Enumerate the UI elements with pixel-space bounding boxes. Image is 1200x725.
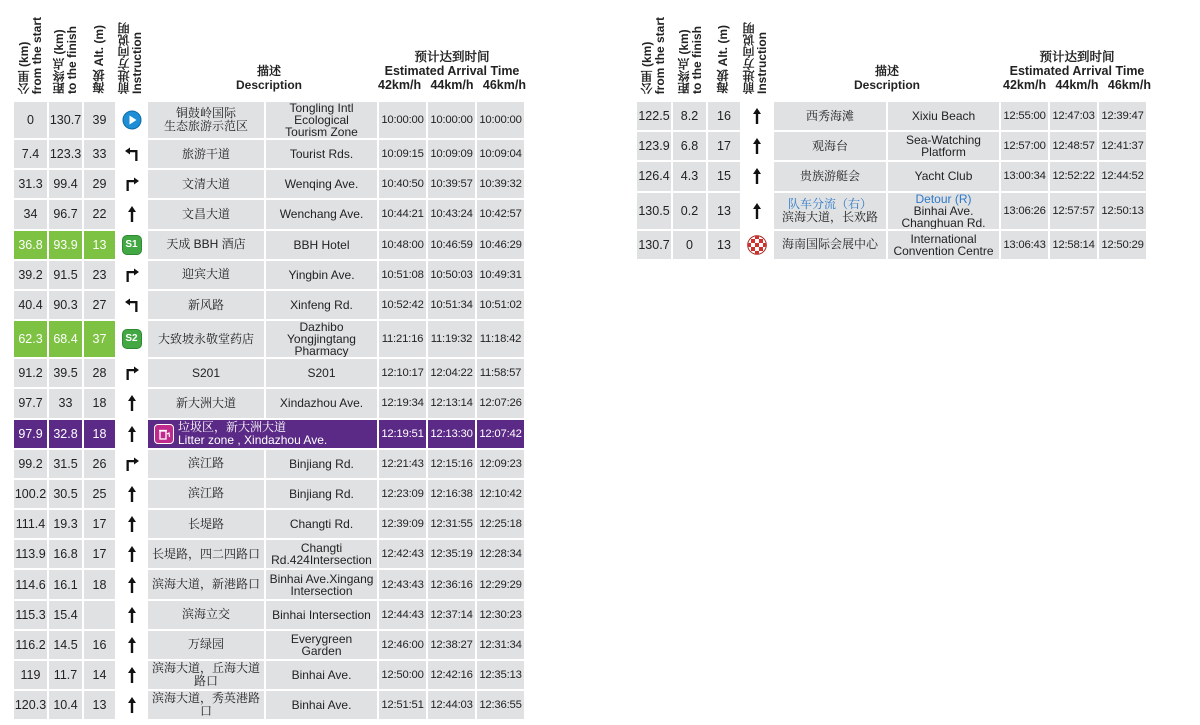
straight-arrow-icon <box>126 516 138 530</box>
eta-44kmh: 12:48:57 <box>1050 132 1097 160</box>
description-en: Binhai Ave. <box>266 691 377 719</box>
start-play-icon <box>122 112 142 126</box>
right-panel <box>637 0 1151 261</box>
eta-42kmh: 12:39:09 <box>379 510 426 538</box>
eta-44kmh: 10:43:24 <box>428 200 475 228</box>
description-zh: 新风路 <box>148 291 264 319</box>
altitude: 14 <box>84 661 115 689</box>
eta-46kmh: 12:07:26 <box>477 389 524 417</box>
km-to-finish: 14.5 <box>49 631 82 659</box>
km-from-start: 111.4 <box>14 510 47 538</box>
straight-arrow-icon <box>126 207 138 221</box>
eta-46kmh: 12:39:47 <box>1099 102 1146 130</box>
eta-46kmh: 12:29:29 <box>477 570 524 598</box>
table-row <box>14 661 524 689</box>
description-en: Binhai Ave.Xingang Intersection <box>266 570 377 598</box>
instruction-cell <box>117 661 146 689</box>
instruction-cell <box>117 601 146 629</box>
straight-arrow-icon <box>126 697 138 711</box>
description-zh: S201 <box>148 359 264 387</box>
table-row <box>637 102 1146 130</box>
km-from-start: 97.9 <box>14 420 47 448</box>
km-to-finish: 30.5 <box>49 480 82 508</box>
altitude: 13 <box>84 231 115 259</box>
km-from-start: 62.3 <box>14 321 47 357</box>
description-zh: 滨海大道，新港路口 <box>148 570 264 598</box>
km-from-start: 91.2 <box>14 359 47 387</box>
table-row <box>14 231 524 259</box>
eta-46kmh: 12:50:13 <box>1099 193 1146 229</box>
km-to-finish: 130.7 <box>49 102 82 138</box>
header-instruction: 前进方向说明 Instruction <box>742 22 769 94</box>
instruction-cell <box>117 200 146 228</box>
table-row <box>14 140 524 168</box>
eta-46kmh: 12:09:23 <box>477 450 524 478</box>
description-en: Dazhibo Yongjingtang Pharmacy <box>266 321 377 357</box>
turn-right-arrow-icon <box>124 267 140 281</box>
turn-right-arrow-icon <box>124 176 140 190</box>
table-row <box>14 170 524 198</box>
description-en: Everygreen Garden <box>266 631 377 659</box>
description-en: Xindazhou Ave. <box>266 389 377 417</box>
description-zh: 长堤路 <box>148 510 264 538</box>
description-zh: 铜鼓岭国际 生态旅游示范区 <box>148 102 264 138</box>
eta-44kmh: 11:19:32 <box>428 321 475 357</box>
straight-arrow-icon <box>126 607 138 621</box>
eta-46kmh: 11:18:42 <box>477 321 524 357</box>
instruction-cell <box>117 261 146 289</box>
km-to-finish: 8.2 <box>673 102 706 130</box>
altitude: 25 <box>84 480 115 508</box>
eta-42kmh: 12:10:17 <box>379 359 426 387</box>
table-row <box>14 359 524 387</box>
instruction-cell <box>742 102 772 130</box>
eta-46kmh: 12:44:52 <box>1099 162 1146 190</box>
km-to-finish: 16.1 <box>49 570 82 598</box>
straight-arrow-icon <box>126 426 138 440</box>
km-to-finish: 4.3 <box>673 162 706 190</box>
description-zh: 天成 BBH 酒店 <box>148 231 264 259</box>
turn-right-arrow-icon <box>124 365 140 379</box>
eta-46kmh: 10:49:31 <box>477 261 524 289</box>
route-table-right <box>635 100 1148 261</box>
km-from-start: 123.9 <box>637 132 671 160</box>
table-row <box>637 132 1146 160</box>
eta-46kmh: 10:46:29 <box>477 231 524 259</box>
litter-bin-icon <box>154 424 174 444</box>
eta-46kmh: 12:50:29 <box>1099 231 1146 259</box>
table-row <box>14 601 524 629</box>
km-to-finish: 33 <box>49 389 82 417</box>
finish-checkered-icon <box>747 237 767 251</box>
eta-44kmh: 12:31:55 <box>428 510 475 538</box>
altitude: 13 <box>84 691 115 719</box>
eta-42kmh: 13:00:34 <box>1001 162 1048 190</box>
km-from-start: 99.2 <box>14 450 47 478</box>
description-zh: 滨海大道，丘海大道 路口 <box>148 661 264 689</box>
table-row <box>637 231 1146 259</box>
km-to-finish: 96.7 <box>49 200 82 228</box>
altitude: 33 <box>84 140 115 168</box>
eta-42kmh: 12:44:43 <box>379 601 426 629</box>
instruction-cell <box>742 132 772 160</box>
description-en: Litter zone , Xindazhou Ave. <box>178 432 328 447</box>
description-en: Wenchang Ave. <box>266 200 377 228</box>
eta-42kmh: 12:19:51 <box>379 420 426 448</box>
eta-42kmh: 12:23:09 <box>379 480 426 508</box>
instruction-cell <box>117 231 146 259</box>
eta-42kmh: 10:51:08 <box>379 261 426 289</box>
eta-44kmh: 12:16:38 <box>428 480 475 508</box>
eta-44kmh: 12:13:14 <box>428 389 475 417</box>
km-from-start: 114.6 <box>14 570 47 598</box>
eta-42kmh: 12:57:00 <box>1001 132 1048 160</box>
altitude: 37 <box>84 321 115 357</box>
description-en: Binjiang Rd. <box>266 480 377 508</box>
km-to-finish: 32.8 <box>49 420 82 448</box>
detour-label-en: Detour (R) <box>915 192 972 206</box>
header-eta: 预计达到时间 Estimated Arrival Time 42km/h 44km/h 46km/h <box>378 50 526 92</box>
km-to-finish: 19.3 <box>49 510 82 538</box>
description-en <box>888 193 999 229</box>
litter-zone-description <box>148 420 377 448</box>
km-from-start: 120.3 <box>14 691 47 719</box>
altitude: 27 <box>84 291 115 319</box>
instruction-cell <box>117 691 146 719</box>
table-row <box>14 321 524 357</box>
description-en: Changti Rd. <box>266 510 377 538</box>
altitude: 16 <box>84 631 115 659</box>
instruction-cell <box>742 193 772 229</box>
eta-44kmh: 12:35:19 <box>428 540 475 568</box>
description-zh: 迎宾大道 <box>148 261 264 289</box>
altitude: 16 <box>708 102 740 130</box>
km-to-finish: 15.4 <box>49 601 82 629</box>
header-description: 描述 Description <box>853 64 920 92</box>
description-en: Yingbin Ave. <box>266 261 377 289</box>
altitude: 26 <box>84 450 115 478</box>
eta-42kmh: 12:51:51 <box>379 691 426 719</box>
straight-arrow-icon <box>126 547 138 561</box>
eta-44kmh: 12:44:03 <box>428 691 475 719</box>
description-zh: 西秀海滩 <box>774 102 886 130</box>
km-to-finish: 123.3 <box>49 140 82 168</box>
description-zh: 大致坡永敬堂药店 <box>148 321 264 357</box>
eta-42kmh: 12:42:43 <box>379 540 426 568</box>
km-from-start: 115.3 <box>14 601 47 629</box>
eta-44kmh: 12:57:57 <box>1050 193 1097 229</box>
header-km-finish: 距终点 (km) to the finish <box>677 26 704 94</box>
header-altitude: 海拔 Alt. (m) <box>92 25 106 94</box>
description-en: BBH Hotel <box>266 231 377 259</box>
km-to-finish: 31.5 <box>49 450 82 478</box>
straight-arrow-icon <box>751 108 763 122</box>
eta-44kmh: 12:52:22 <box>1050 162 1097 190</box>
table-row <box>637 193 1146 229</box>
eta-44kmh: 10:46:59 <box>428 231 475 259</box>
km-from-start: 39.2 <box>14 261 47 289</box>
description-zh: 新大洲大道 <box>148 389 264 417</box>
eta-42kmh: 10:09:15 <box>379 140 426 168</box>
altitude: 18 <box>84 570 115 598</box>
eta-42kmh: 12:21:43 <box>379 450 426 478</box>
table-row <box>14 570 524 598</box>
table-row <box>14 420 524 448</box>
left-panel <box>14 0 526 721</box>
eta-44kmh: 12:04:22 <box>428 359 475 387</box>
straight-arrow-icon <box>126 396 138 410</box>
km-from-start: 116.2 <box>14 631 47 659</box>
eta-44kmh: 10:09:09 <box>428 140 475 168</box>
description-en: Binhai Intersection <box>266 601 377 629</box>
description-zh: 长堤路，四二四路口 <box>148 540 264 568</box>
km-to-finish: 6.8 <box>673 132 706 160</box>
km-from-start: 130.7 <box>637 231 671 259</box>
sprint-badge-icon: S2 <box>122 330 142 344</box>
eta-46kmh: 11:58:57 <box>477 359 524 387</box>
header-km-finish: 距终点 (km) to the finish <box>52 26 79 94</box>
km-to-finish: 99.4 <box>49 170 82 198</box>
eta-44kmh: 12:37:14 <box>428 601 475 629</box>
eta-46kmh: 10:39:32 <box>477 170 524 198</box>
eta-46kmh: 10:51:02 <box>477 291 524 319</box>
altitude: 18 <box>84 420 115 448</box>
eta-44kmh: 12:13:30 <box>428 420 475 448</box>
instruction-cell <box>117 102 146 138</box>
eta-46kmh: 10:00:00 <box>477 102 524 138</box>
description-zh: 文昌大道 <box>148 200 264 228</box>
km-from-start: 34 <box>14 200 47 228</box>
altitude: 18 <box>84 389 115 417</box>
eta-44kmh: 10:51:34 <box>428 291 475 319</box>
straight-arrow-icon <box>751 138 763 152</box>
km-to-finish: 90.3 <box>49 291 82 319</box>
altitude: 23 <box>84 261 115 289</box>
straight-arrow-icon <box>751 169 763 183</box>
instruction-cell <box>742 231 772 259</box>
description-zh: 旅游干道 <box>148 140 264 168</box>
altitude: 17 <box>84 540 115 568</box>
km-to-finish: 0.2 <box>673 193 706 229</box>
turn-right-arrow-icon <box>124 456 140 470</box>
header-eta: 预计达到时间 Estimated Arrival Time 42km/h 44km/h 46km/h <box>1003 50 1151 92</box>
eta-42kmh: 10:40:50 <box>379 170 426 198</box>
instruction-cell <box>117 359 146 387</box>
description-en: Sea-Watching Platform <box>888 132 999 160</box>
description-zh <box>774 193 886 229</box>
straight-arrow-icon <box>126 667 138 681</box>
description-zh: 贵族游艇会 <box>774 162 886 190</box>
instruction-cell <box>117 321 146 357</box>
km-to-finish: 16.8 <box>49 540 82 568</box>
description-en: Binhai Ave. <box>266 661 377 689</box>
km-from-start: 97.7 <box>14 389 47 417</box>
header-instruction: 前进方向说明 Instruction <box>117 22 144 94</box>
instruction-cell <box>117 570 146 598</box>
km-to-finish: 39.5 <box>49 359 82 387</box>
eta-42kmh: 10:48:00 <box>379 231 426 259</box>
instruction-cell <box>117 420 146 448</box>
eta-46kmh: 10:42:57 <box>477 200 524 228</box>
eta-46kmh: 12:25:18 <box>477 510 524 538</box>
km-from-start: 0 <box>14 102 47 138</box>
description-en: Yacht Club <box>888 162 999 190</box>
description-en: Xixiu Beach <box>888 102 999 130</box>
table-row <box>14 510 524 538</box>
description-en-text: Binhai Ave. Changhuan Rd. <box>901 203 986 229</box>
altitude: 15 <box>708 162 740 190</box>
km-to-finish: 10.4 <box>49 691 82 719</box>
km-from-start: 100.2 <box>14 480 47 508</box>
eta-42kmh: 10:44:21 <box>379 200 426 228</box>
eta-44kmh: 12:42:16 <box>428 661 475 689</box>
eta-42kmh: 12:55:00 <box>1001 102 1048 130</box>
instruction-cell <box>117 631 146 659</box>
eta-42kmh: 12:46:00 <box>379 631 426 659</box>
instruction-cell <box>117 510 146 538</box>
description-en: Binjiang Rd. <box>266 450 377 478</box>
eta-46kmh: 12:07:42 <box>477 420 524 448</box>
km-from-start: 31.3 <box>14 170 47 198</box>
description-zh: 垃圾区，新大洲大道 <box>178 420 287 435</box>
instruction-cell <box>742 162 772 190</box>
km-from-start: 122.5 <box>637 102 671 130</box>
turn-left-arrow-icon <box>124 297 140 311</box>
header-description: 描述 Description <box>235 64 302 92</box>
eta-42kmh: 12:19:34 <box>379 389 426 417</box>
description-zh: 观海台 <box>774 132 886 160</box>
route-table-left <box>12 100 526 721</box>
eta-46kmh: 12:10:42 <box>477 480 524 508</box>
km-from-start: 113.9 <box>14 540 47 568</box>
eta-46kmh: 12:30:23 <box>477 601 524 629</box>
altitude <box>84 601 115 629</box>
straight-arrow-icon <box>126 577 138 591</box>
straight-arrow-icon <box>126 637 138 651</box>
altitude: 28 <box>84 359 115 387</box>
instruction-cell <box>117 291 146 319</box>
eta-42kmh: 10:52:42 <box>379 291 426 319</box>
altitude: 17 <box>708 132 740 160</box>
table-row <box>14 102 524 138</box>
instruction-cell <box>117 480 146 508</box>
altitude: 17 <box>84 510 115 538</box>
table-row <box>14 450 524 478</box>
km-from-start: 7.4 <box>14 140 47 168</box>
eta-44kmh: 12:15:16 <box>428 450 475 478</box>
header-km-start: 公里 (km) from the start <box>640 16 667 94</box>
eta-42kmh: 10:00:00 <box>379 102 426 138</box>
instruction-cell <box>117 170 146 198</box>
table-row <box>14 691 524 719</box>
altitude: 13 <box>708 231 740 259</box>
description-en: Tongling Intl Ecological Tourism Zone <box>266 102 377 138</box>
instruction-cell <box>117 450 146 478</box>
km-from-start: 130.5 <box>637 193 671 229</box>
description-zh: 滨江路 <box>148 480 264 508</box>
description-zh-text: 滨海大道，长欢路 <box>781 209 878 224</box>
right-header <box>637 0 1151 100</box>
eta-46kmh: 12:36:55 <box>477 691 524 719</box>
straight-arrow-icon <box>751 203 763 217</box>
km-to-finish: 91.5 <box>49 261 82 289</box>
eta-44kmh: 12:36:16 <box>428 570 475 598</box>
instruction-cell <box>117 389 146 417</box>
altitude: 39 <box>84 102 115 138</box>
table-row <box>14 291 524 319</box>
description-en: Xinfeng Rd. <box>266 291 377 319</box>
km-to-finish: 68.4 <box>49 321 82 357</box>
eta-44kmh: 12:38:27 <box>428 631 475 659</box>
description-zh: 文清大道 <box>148 170 264 198</box>
description-en: Changti Rd.424Intersection <box>266 540 377 568</box>
eta-46kmh: 10:09:04 <box>477 140 524 168</box>
altitude: 22 <box>84 200 115 228</box>
table-row <box>14 389 524 417</box>
sprint-badge-icon: S1 <box>122 236 142 250</box>
description-en: International Convention Centre <box>888 231 999 259</box>
eta-44kmh: 10:00:00 <box>428 102 475 138</box>
header-altitude: 海拔 Alt. (m) <box>716 25 730 94</box>
eta-44kmh: 10:50:03 <box>428 261 475 289</box>
description-zh: 滨江路 <box>148 450 264 478</box>
altitude: 13 <box>708 193 740 229</box>
table-row <box>14 480 524 508</box>
description-en: S201 <box>266 359 377 387</box>
km-from-start: 36.8 <box>14 231 47 259</box>
description-en: Tourist Rds. <box>266 140 377 168</box>
km-from-start: 119 <box>14 661 47 689</box>
eta-44kmh: 10:39:57 <box>428 170 475 198</box>
instruction-cell <box>117 540 146 568</box>
turn-left-arrow-icon <box>124 146 140 160</box>
header-km-start: 公里 (km) from the start <box>17 16 44 94</box>
straight-arrow-icon <box>126 486 138 500</box>
eta-46kmh: 12:31:34 <box>477 631 524 659</box>
eta-42kmh: 12:43:43 <box>379 570 426 598</box>
table-row <box>14 200 524 228</box>
eta-42kmh: 12:50:00 <box>379 661 426 689</box>
eta-46kmh: 12:28:34 <box>477 540 524 568</box>
eta-44kmh: 12:47:03 <box>1050 102 1097 130</box>
detour-label-zh: 队车分流（右） <box>787 196 872 211</box>
description-zh: 万绿园 <box>148 631 264 659</box>
altitude: 29 <box>84 170 115 198</box>
description-en: Wenqing Ave. <box>266 170 377 198</box>
left-header <box>14 0 526 100</box>
eta-46kmh: 12:35:13 <box>477 661 524 689</box>
km-to-finish: 0 <box>673 231 706 259</box>
eta-42kmh: 13:06:26 <box>1001 193 1048 229</box>
description-zh: 滨海大道，秀英港路口 <box>148 691 264 719</box>
km-from-start: 40.4 <box>14 291 47 319</box>
eta-42kmh: 11:21:16 <box>379 321 426 357</box>
table-row <box>14 261 524 289</box>
km-to-finish: 11.7 <box>49 661 82 689</box>
instruction-cell <box>117 140 146 168</box>
table-row <box>14 631 524 659</box>
description-zh: 海南国际会展中心 <box>774 231 886 259</box>
table-row <box>637 162 1146 190</box>
eta-42kmh: 13:06:43 <box>1001 231 1048 259</box>
km-from-start: 126.4 <box>637 162 671 190</box>
description-zh: 滨海立交 <box>148 601 264 629</box>
eta-46kmh: 12:41:37 <box>1099 132 1146 160</box>
eta-44kmh: 12:58:14 <box>1050 231 1097 259</box>
table-row <box>14 540 524 568</box>
km-to-finish: 93.9 <box>49 231 82 259</box>
